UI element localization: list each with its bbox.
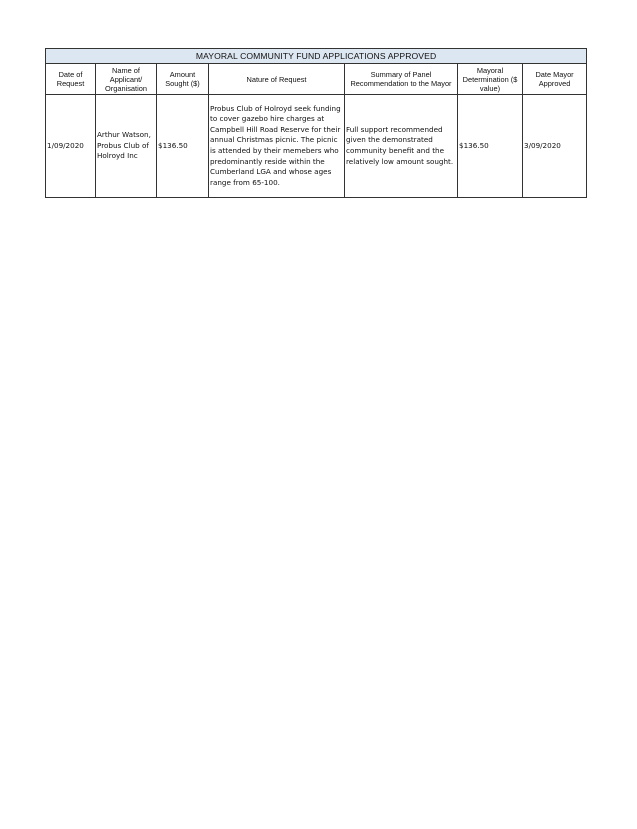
table-row [46,95,587,198]
table-title-row [46,49,587,64]
header-mayoral-determination: Mayoral Determination ($ value) [458,64,523,95]
header-panel-summary: Summary of Panel Recommendation to the Mayor [345,64,458,95]
header-applicant: Name of Applicant/ Organisation [96,64,157,95]
table-title: MAYORAL COMMUNITY FUND APPLICATIONS APPROVED [46,49,587,64]
cell-mayoral-determination: $136.50 [458,95,523,198]
cell-date-of-request: 1/09/2020 [46,95,96,198]
header-date-mayor-approved: Date Mayor Approved [523,64,587,95]
cell-panel-summary: Full support recommended given the demonstrated community benefit and the relatively low amount sought. [345,95,458,198]
header-date-of-request: Date of Request [46,64,96,95]
cell-applicant: Arthur Watson, Probus Club of Holroyd Inc [96,95,157,198]
cell-nature-of-request: Probus Club of Holroyd seek funding to cover gazebo hire charges at Campbell Hill Road Reserve for their annual Christmas picnic. The picnic is attended by their memebers who predominantly reside within the Cumberland LGA and whose ages range from 65-100. [209,95,345,198]
mayoral-fund-table [45,48,587,198]
header-nature-of-request: Nature of Request [209,64,345,95]
cell-date-mayor-approved: 3/09/2020 [523,95,587,198]
cell-amount-sought: $136.50 [157,95,209,198]
header-amount-sought: Amount Sought ($) [157,64,209,95]
table-header-row [46,64,587,95]
